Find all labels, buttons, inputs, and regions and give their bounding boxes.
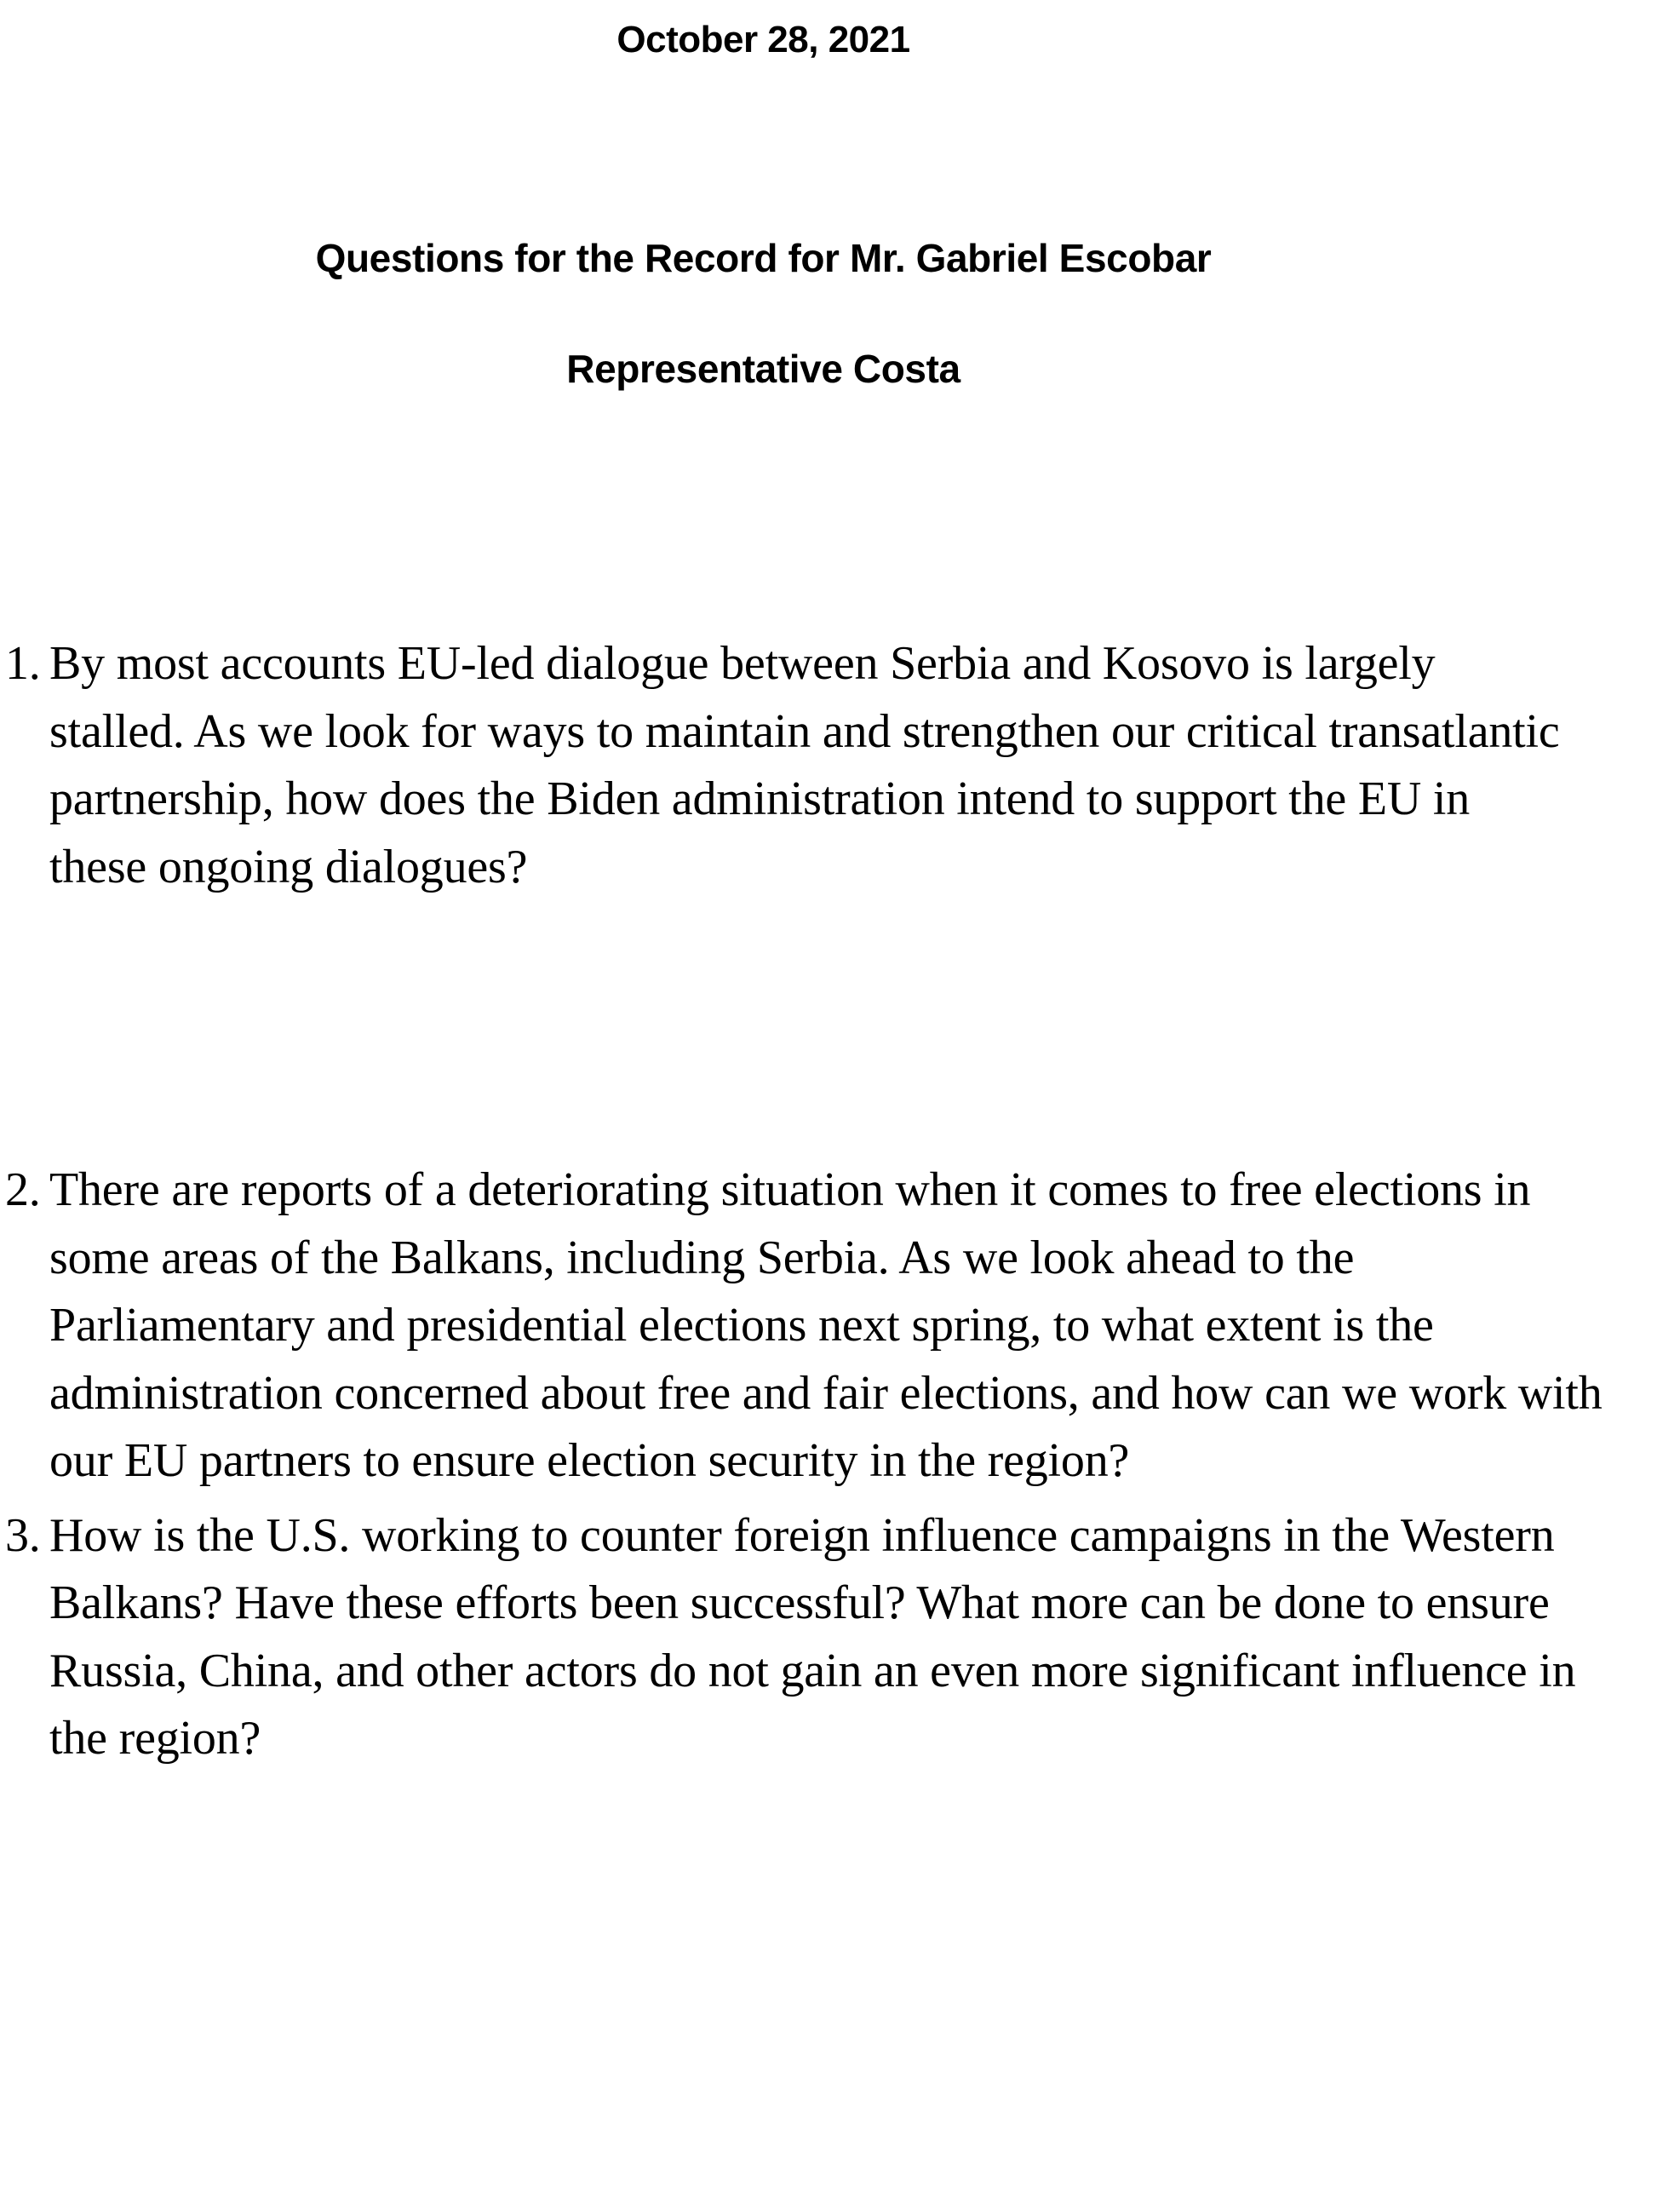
- list-item: [0, 630, 1680, 901]
- question-text: How is the U.S. working to counter foreign influence campaigns in the Western Balkans? Have these efforts been successful? What more can be done to ensure Russia, China, and other actors do not gain an even more significant influence in the region?: [49, 1508, 1576, 1766]
- list-item: [0, 1157, 1680, 1496]
- question-number: 3.: [5, 1508, 41, 1562]
- document-date: October 28, 2021: [616, 19, 910, 60]
- questions-list: [0, 630, 1680, 1773]
- page-subtitle: Representative Costa: [566, 347, 960, 391]
- page-title: Questions for the Record for Mr. Gabriel Escobar: [315, 236, 1212, 280]
- question-number: 1.: [5, 637, 41, 690]
- document-page: [0, 19, 1680, 2199]
- document-title-block: [0, 236, 1680, 391]
- list-item: [0, 1502, 1680, 1773]
- question-text: There are reports of a deteriorating situation when it comes to free elections in some areas of the Balkans, including Serbia. As we look ahead to the Parliamentary and presidential elections next spring, to what extent is the administration concerned about free and fair elections, and how can we work with our EU partners to ensure election security in the region?: [49, 1163, 1603, 1488]
- question-number: 2.: [5, 1163, 41, 1217]
- question-text: By most accounts EU-led dialogue between Serbia and Kosovo is largely stalled. As we look for ways to maintain and strengthen our critical transatlantic partnership, how does the Biden administration intend to support the EU in these ongoing dialogues?: [49, 637, 1560, 893]
